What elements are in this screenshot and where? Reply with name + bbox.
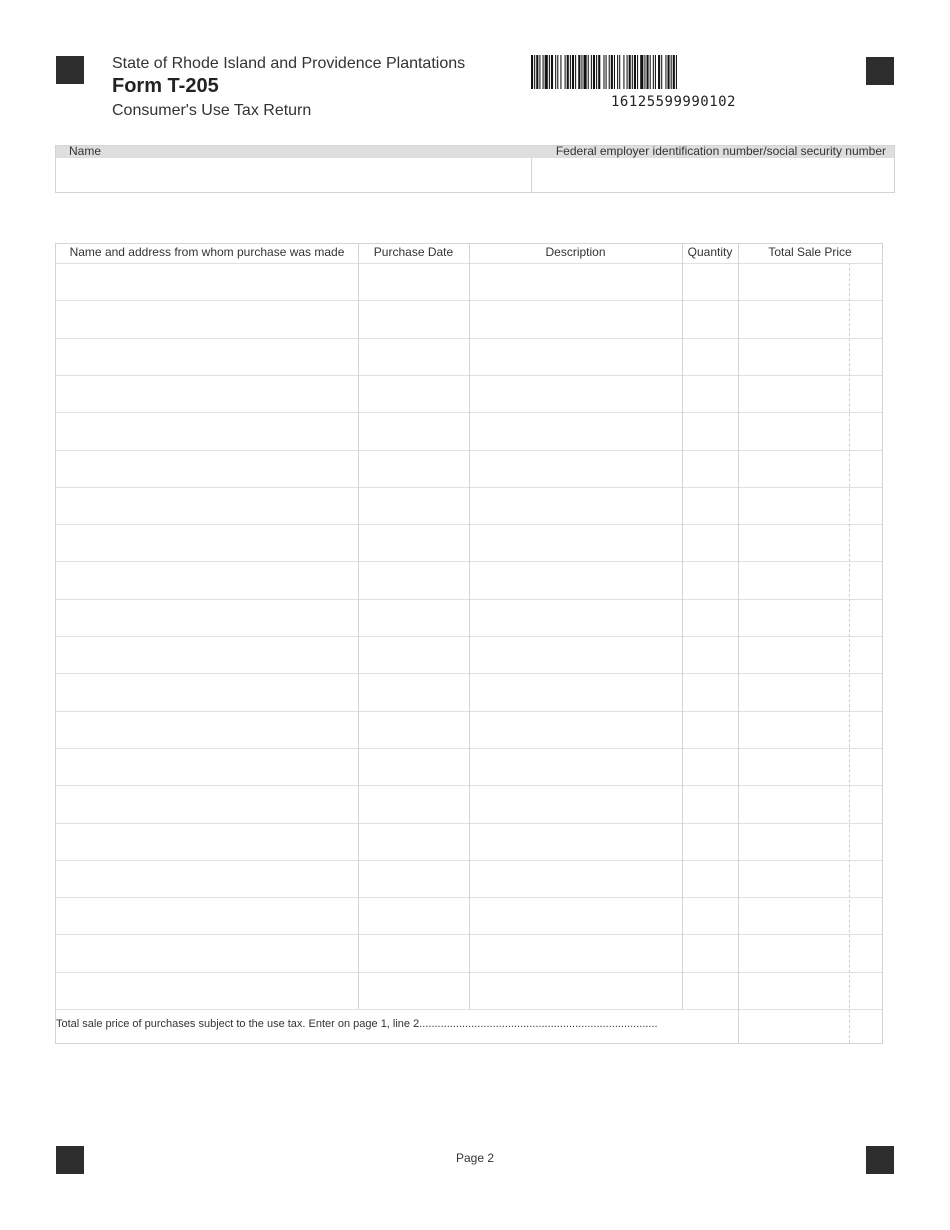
- cell-quantity[interactable]: [683, 600, 737, 635]
- cell-description[interactable]: [470, 637, 681, 672]
- barcode-bar: [634, 55, 636, 89]
- cell-purchase-date[interactable]: [359, 749, 468, 784]
- cell-vendor[interactable]: [57, 637, 357, 672]
- fein-label: Federal employer identification number/social security number: [555, 144, 886, 158]
- cell-purchase-date[interactable]: [359, 451, 468, 486]
- cell-vendor[interactable]: [57, 712, 357, 747]
- barcode-bar: [536, 55, 538, 89]
- cell-description[interactable]: [470, 488, 681, 523]
- cell-vendor[interactable]: [57, 749, 357, 784]
- name-label: Name: [69, 144, 102, 158]
- barcode-bar: [543, 55, 544, 89]
- total-sale-price-field[interactable]: [739, 1010, 881, 1042]
- cell-vendor[interactable]: [57, 525, 357, 560]
- cell-description[interactable]: [470, 301, 681, 336]
- barcode-bar: [632, 55, 633, 89]
- barcode-bar: [539, 55, 540, 89]
- cell-description[interactable]: [470, 786, 681, 821]
- barcode-bar: [560, 55, 561, 89]
- cell-total-sale-price[interactable]: [739, 973, 881, 1008]
- cell-quantity[interactable]: [683, 301, 737, 336]
- column-header-quantity: Quantity: [687, 245, 733, 259]
- cell-purchase-date[interactable]: [359, 600, 468, 635]
- barcode-bar: [655, 55, 656, 89]
- cell-description[interactable]: [470, 413, 681, 448]
- cell-total-sale-price[interactable]: [739, 898, 881, 933]
- cell-vendor[interactable]: [57, 488, 357, 523]
- cell-total-sale-price[interactable]: [739, 600, 881, 635]
- cell-purchase-date[interactable]: [359, 376, 468, 411]
- barcode-bar: [555, 55, 556, 89]
- cell-total-sale-price[interactable]: [739, 339, 881, 374]
- cell-total-sale-price[interactable]: [739, 376, 881, 411]
- barcode-bar: [570, 55, 571, 89]
- cell-quantity[interactable]: [683, 898, 737, 933]
- barcode-bar: [614, 55, 615, 89]
- barcode-number: 16125599990102: [610, 94, 736, 110]
- cell-quantity[interactable]: [683, 935, 737, 970]
- cell-vendor[interactable]: [57, 973, 357, 1008]
- barcode-bar: [551, 55, 553, 89]
- cell-total-sale-price[interactable]: [739, 451, 881, 486]
- barcode-bar: [619, 55, 620, 89]
- cell-description[interactable]: [470, 824, 681, 859]
- barcode-bar: [629, 55, 631, 89]
- identity-box: [55, 145, 895, 193]
- barcode-bar: [609, 55, 610, 89]
- cell-purchase-date[interactable]: [359, 339, 468, 374]
- cell-purchase-date[interactable]: [359, 637, 468, 672]
- cell-total-sale-price[interactable]: [739, 301, 881, 336]
- fein-field[interactable]: [533, 159, 894, 192]
- cell-vendor[interactable]: [57, 376, 357, 411]
- barcode: [531, 55, 816, 89]
- cell-vendor[interactable]: [57, 600, 357, 635]
- cell-vendor[interactable]: [57, 562, 357, 597]
- cell-vendor[interactable]: [57, 413, 357, 448]
- barcode-bar: [661, 55, 662, 89]
- cell-vendor[interactable]: [57, 264, 357, 299]
- cell-purchase-date[interactable]: [359, 562, 468, 597]
- barcode-bar: [606, 55, 607, 89]
- cell-vendor[interactable]: [57, 898, 357, 933]
- barcode-bar: [676, 55, 677, 89]
- column-header-vendor: Name and address from whom purchase was made: [69, 245, 345, 259]
- barcode-bar: [644, 55, 645, 89]
- cell-quantity[interactable]: [683, 339, 737, 374]
- cell-quantity[interactable]: [683, 749, 737, 784]
- column-header-description: Description: [545, 245, 606, 259]
- cell-vendor[interactable]: [57, 674, 357, 709]
- cell-description[interactable]: [470, 525, 681, 560]
- barcode-bar: [617, 55, 618, 89]
- barcode-bar: [575, 55, 576, 89]
- cell-total-sale-price[interactable]: [739, 637, 881, 672]
- cell-quantity[interactable]: [683, 861, 737, 896]
- barcode-bar: [611, 55, 613, 89]
- cell-total-sale-price[interactable]: [739, 525, 881, 560]
- barcode-bar: [581, 55, 582, 89]
- cell-description[interactable]: [470, 935, 681, 970]
- cell-total-sale-price[interactable]: [739, 861, 881, 896]
- cell-total-sale-price[interactable]: [739, 413, 881, 448]
- barcode-bar: [584, 55, 587, 89]
- cell-description[interactable]: [470, 674, 681, 709]
- cell-purchase-date[interactable]: [359, 264, 468, 299]
- cell-purchase-date[interactable]: [359, 488, 468, 523]
- cell-description[interactable]: [470, 749, 681, 784]
- barcode-bar: [593, 55, 595, 89]
- cell-quantity[interactable]: [683, 525, 737, 560]
- total-line-label: Total sale price of purchases subject to the use tax. Enter on page 1, line 2..............................................................................: [56, 1018, 658, 1030]
- barcode-bar: [627, 55, 628, 89]
- cell-purchase-date[interactable]: [359, 413, 468, 448]
- cell-purchase-date[interactable]: [359, 674, 468, 709]
- cell-purchase-date[interactable]: [359, 301, 468, 336]
- registration-mark-top-left: [56, 56, 84, 84]
- cell-purchase-date[interactable]: [359, 898, 468, 933]
- cell-quantity[interactable]: [683, 562, 737, 597]
- barcode-bar: [588, 55, 589, 89]
- cell-description[interactable]: [470, 973, 681, 1008]
- registration-mark-top-right: [866, 57, 894, 85]
- cell-purchase-date[interactable]: [359, 712, 468, 747]
- state-name: State of Rhode Island and Providence Plantations: [112, 55, 466, 72]
- barcode-bar: [658, 55, 660, 89]
- form-title: Consumer's Use Tax Return: [112, 102, 312, 119]
- barcode-bar: [572, 55, 574, 89]
- barcode-bar: [534, 55, 535, 89]
- cell-description[interactable]: [470, 451, 681, 486]
- barcode-bar: [596, 55, 597, 89]
- cell-description[interactable]: [470, 562, 681, 597]
- cell-quantity[interactable]: [683, 674, 737, 709]
- cell-total-sale-price[interactable]: [739, 749, 881, 784]
- column-header-total-sale-price: Total Sale Price: [768, 245, 852, 259]
- column-header-purchase-date: Purchase Date: [373, 245, 454, 259]
- barcode-bar: [578, 55, 580, 89]
- cell-quantity[interactable]: [683, 413, 737, 448]
- cell-purchase-date[interactable]: [359, 786, 468, 821]
- cell-vendor[interactable]: [57, 861, 357, 896]
- identity-divider: [531, 158, 532, 192]
- barcode-bar: [549, 55, 550, 89]
- barcode-bar: [591, 55, 592, 89]
- cell-description[interactable]: [470, 861, 681, 896]
- barcode-bar: [647, 55, 649, 89]
- cell-description[interactable]: [470, 339, 681, 374]
- barcode-bar: [637, 55, 638, 89]
- cell-total-sale-price[interactable]: [739, 786, 881, 821]
- cell-purchase-date[interactable]: [359, 525, 468, 560]
- barcode-bar: [668, 55, 670, 89]
- cell-vendor[interactable]: [57, 339, 357, 374]
- cell-total-sale-price[interactable]: [739, 562, 881, 597]
- cell-vendor[interactable]: [57, 451, 357, 486]
- barcode-bar: [623, 55, 624, 89]
- cell-total-sale-price[interactable]: [739, 712, 881, 747]
- cell-quantity[interactable]: [683, 712, 737, 747]
- barcode-bar: [567, 55, 569, 89]
- cell-vendor[interactable]: [57, 786, 357, 821]
- cell-quantity[interactable]: [683, 973, 737, 1008]
- barcode-bar: [557, 55, 558, 89]
- cell-total-sale-price[interactable]: [739, 674, 881, 709]
- cell-quantity[interactable]: [683, 376, 737, 411]
- barcode-bar: [598, 55, 600, 89]
- cell-description[interactable]: [470, 712, 681, 747]
- cell-purchase-date[interactable]: [359, 861, 468, 896]
- cell-total-sale-price[interactable]: [739, 935, 881, 970]
- cell-total-sale-price[interactable]: [739, 824, 881, 859]
- cell-vendor[interactable]: [57, 301, 357, 336]
- cell-total-sale-price[interactable]: [739, 488, 881, 523]
- cell-purchase-date[interactable]: [359, 973, 468, 1008]
- barcode-bar: [673, 55, 675, 89]
- cell-vendor[interactable]: [57, 935, 357, 970]
- barcode-bar: [565, 55, 566, 89]
- cell-quantity[interactable]: [683, 488, 737, 523]
- barcode-bar: [545, 55, 548, 89]
- purchases-table: [55, 243, 883, 1044]
- cell-description[interactable]: [470, 898, 681, 933]
- barcode-bar: [640, 55, 643, 89]
- cell-quantity[interactable]: [683, 451, 737, 486]
- barcode-bar: [665, 55, 666, 89]
- barcode-bar: [650, 55, 651, 89]
- name-field[interactable]: [56, 159, 530, 192]
- cell-quantity[interactable]: [683, 824, 737, 859]
- barcode-bar: [603, 55, 604, 89]
- form-number: Form T-205: [112, 75, 219, 97]
- cell-total-sale-price[interactable]: [739, 264, 881, 299]
- cell-description[interactable]: [470, 600, 681, 635]
- cell-vendor[interactable]: [57, 824, 357, 859]
- page-number: Page 2: [455, 1151, 495, 1165]
- barcode-bar: [653, 55, 654, 89]
- cell-purchase-date[interactable]: [359, 824, 468, 859]
- cell-description[interactable]: [470, 376, 681, 411]
- cell-quantity[interactable]: [683, 637, 737, 672]
- cell-description[interactable]: [470, 264, 681, 299]
- cell-purchase-date[interactable]: [359, 935, 468, 970]
- cell-quantity[interactable]: [683, 786, 737, 821]
- cell-quantity[interactable]: [683, 264, 737, 299]
- barcode-bar: [531, 55, 533, 89]
- barcode-bar: [671, 55, 672, 89]
